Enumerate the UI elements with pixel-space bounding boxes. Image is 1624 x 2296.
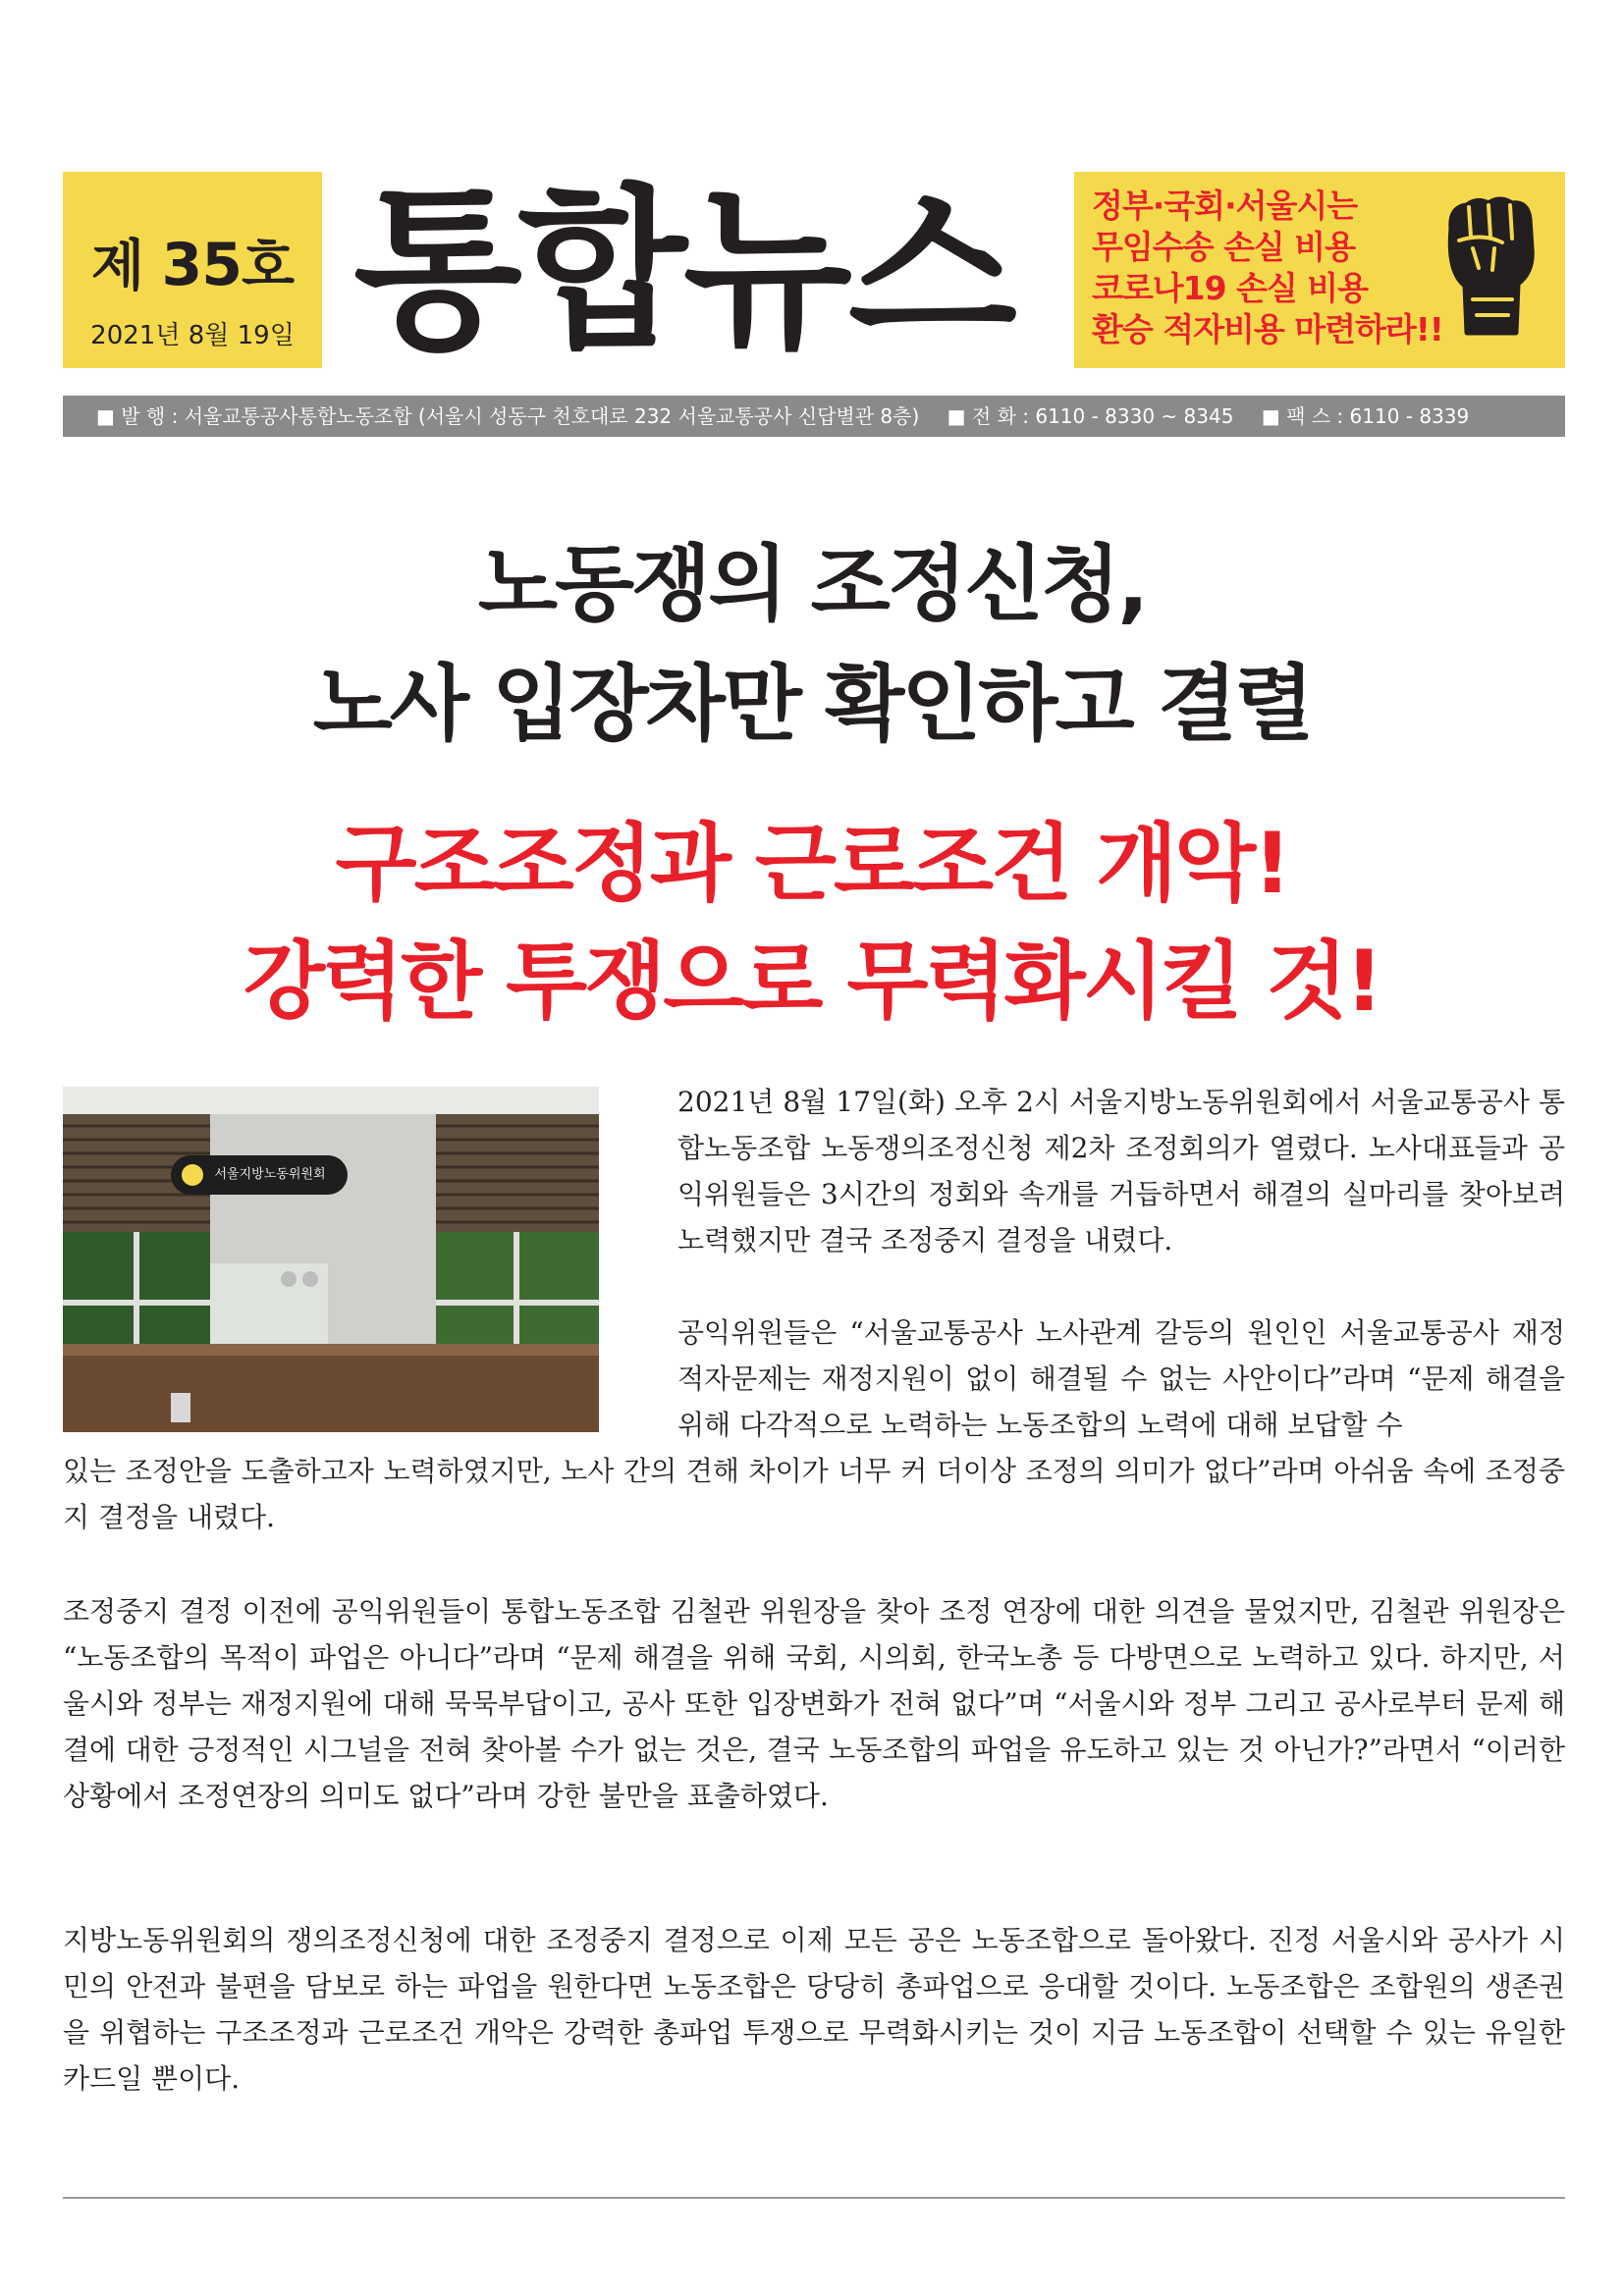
article-paragraph-4: 지방노동위원회의 쟁의조정신청에 대한 조정중지 결정으로 이제 모든 공은 노동조합으로 돌아왔다. 진정 서울시와 공사가 시민의 안전과 불편을 담보로 하는 파업을 원한다면 노동조합은 당당히 총파업으로 응대할 것이다. 노동조합은 조합원의 생존권을 위협하는 구조조정과 근로조건 개악은 강력한 총파업 투쟁으로 무력화시키는 것이 지금 노동조합이 선택할 수 있는 유일한 카드일 뿐이다. bbox=[63, 1924, 1565, 2095]
publisher-info: ■ 발 행 : 서울교통공사통합노동조합 (서울시 성동구 천호대로 232 서울교통공사 신답별관 8층) bbox=[96, 404, 920, 428]
headline-line-2: 노사 입장차만 확인하고 결렬 bbox=[312, 656, 1312, 752]
article-paragraph-2a: 공익위원들은 “서울교통공사 노사관계 갈등의 원인인 서울교통공사 재정적자문제는 재정지원이 없이 해결될 수 없는 사안이다”라며 “문제 해결을 위해 다각적으로 노력하는 노동조합의 노력에 대해 보답할 수 bbox=[677, 1316, 1565, 1441]
slogan-box bbox=[1074, 172, 1565, 368]
slogan-line: 정부·국회·서울시는 bbox=[1092, 187, 1358, 225]
article-paragraph-1: 2021년 8월 17일(화) 오후 2시 서울지방노동위원회에서 서울교통공사 통합노동조합 노동쟁의조정신청 제2차 조정회의가 열렸다. 노사대표들과 공익위원들은 3시간의 정회와 속개를 거듭하면서 해결의 실마리를 찾아보려 노력했지만 결국 조정중지 결정을 내렸다. bbox=[677, 1086, 1565, 1256]
slogan-line: 환승 적자비용 마련하라!! bbox=[1092, 310, 1443, 348]
issue-number-box bbox=[63, 172, 322, 368]
raised-fist-icon bbox=[1434, 189, 1549, 337]
phone-info: ■ 전 화 : 6110 - 8330 ~ 8345 bbox=[947, 404, 1234, 428]
article-paragraph-2b: 있는 조정안을 도출하고자 노력하였지만, 노사 간의 견해 차이가 너무 커 더이상 조정의 의미가 없다”라며 아쉬움 속에 조정중지 결정을 내렸다. bbox=[63, 1455, 1565, 1533]
article-paragraph-3: 조정중지 결정 이전에 공익위원들이 통합노동조합 김철관 위원장을 찾아 조정 연장에 대한 의견을 물었지만, 김철관 위원장은 “노동조합의 목적이 파업은 아니다”라며 “문제 해결을 위해 국회, 시의회, 한국노총 등 다방면으로 노력하고 있다. 하지만, 서울시와 정부는 재정지원에 대해 묵묵부답이고, 공사 또한 입장변화가 전혀 없다”며 “서울시와 정부 그리고 공사로부터 문제 해결에 대한 긍정적인 시그널을 전혀 찾아볼 수가 없는 것은, 결국 노동조합의 파업을 유도하고 있는 것 아닌가?”라면서 “이러한 상황에서 조정연장의 의미도 없다”라며 강한 불만을 표출하였다. bbox=[63, 1595, 1565, 1812]
slogan-line: 무임수송 손실 비용 bbox=[1092, 228, 1356, 266]
room-sign-text: 서울지방노동위원회 bbox=[214, 1167, 326, 1182]
publisher-info-bar bbox=[63, 396, 1565, 437]
meeting-room-photo bbox=[63, 1087, 599, 1432]
bottom-divider bbox=[63, 2197, 1565, 2199]
slogan-line: 코로나19 손실 비용 bbox=[1092, 269, 1369, 307]
meeting-room-illustration bbox=[63, 1087, 599, 1432]
subheadline-line-2: 강력한 투쟁으로 무력화시킬 것! bbox=[243, 933, 1381, 1031]
fax-info: ■ 팩 스 : 6110 - 8339 bbox=[1261, 404, 1470, 428]
headline-line-1: 노동쟁의 조정신청, bbox=[477, 536, 1147, 632]
issue-number: 제 35호 bbox=[90, 231, 295, 299]
issue-date: 2021년 8월 19일 bbox=[90, 321, 295, 350]
subheadline-line-1: 구조조정과 근로조건 개악! bbox=[335, 815, 1289, 913]
newsletter-masthead: 통합뉴스 bbox=[353, 169, 1013, 372]
